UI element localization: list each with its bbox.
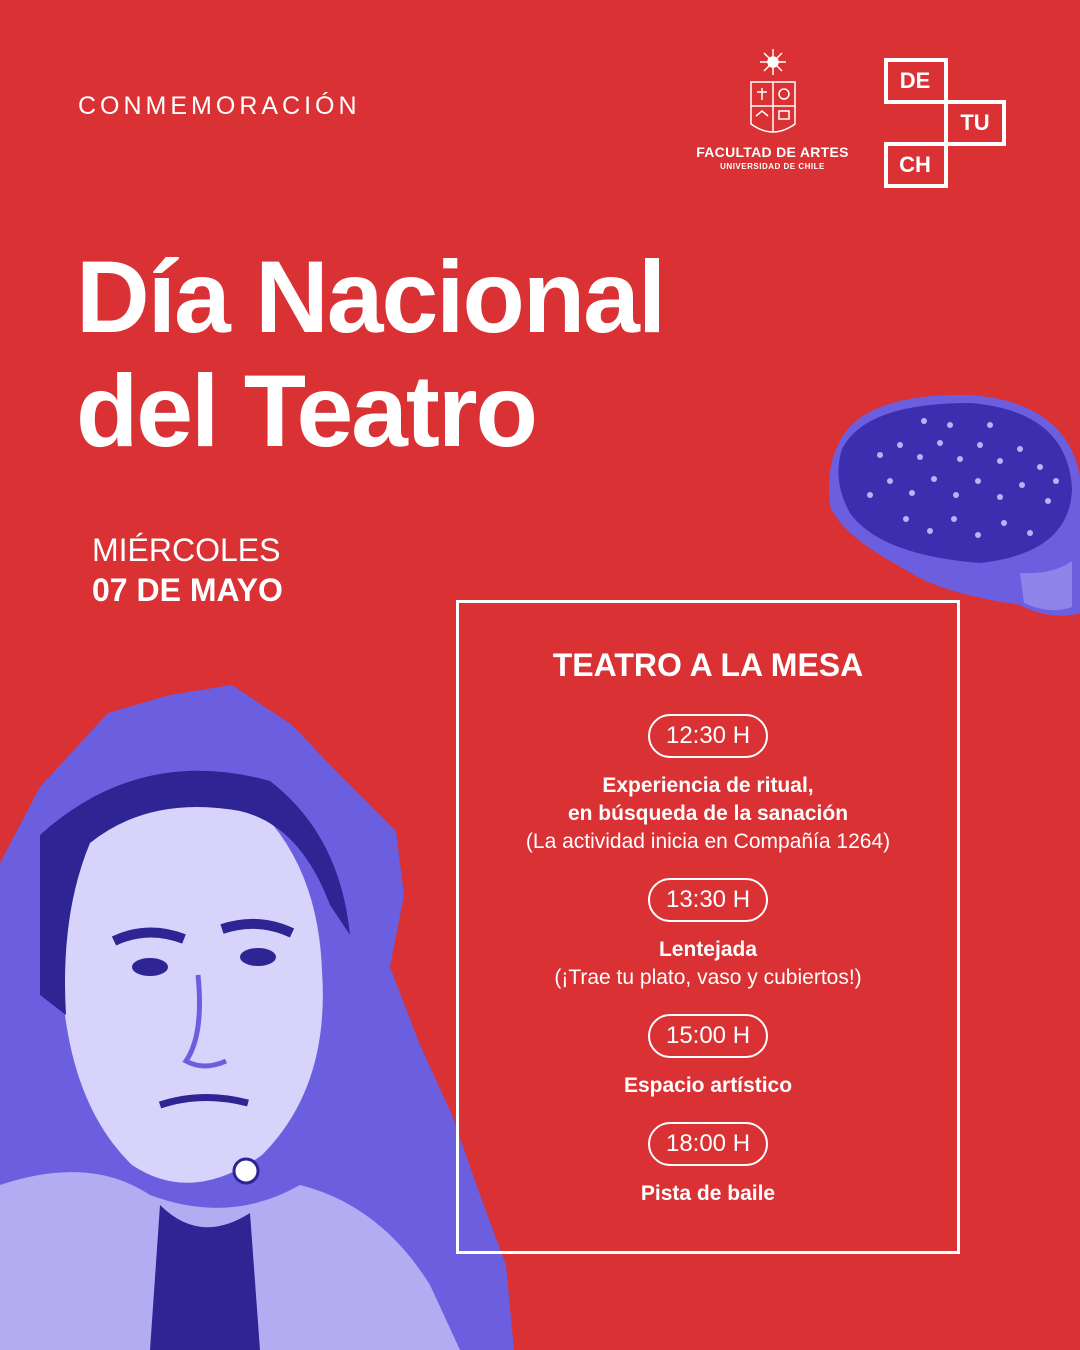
- detuch-ch: CH: [899, 152, 931, 177]
- activity-title: [459, 772, 957, 828]
- activity-title-line-2: en búsqueda de la sanación: [567, 802, 849, 825]
- schedule-item: [459, 878, 957, 992]
- schedule-item: [459, 714, 957, 856]
- activity-title: Lentejada: [658, 938, 758, 961]
- event-date: 07 DE MAYO: [92, 572, 283, 608]
- detuch-logo: [884, 58, 1008, 188]
- event-weekday: MIÉRCOLES: [92, 532, 281, 568]
- time-badge: 13:30 H: [648, 878, 768, 922]
- title-line-1: Día Nacional: [76, 240, 665, 354]
- activity-title: Pista de baile: [640, 1182, 776, 1205]
- detuch-tu: TU: [960, 110, 990, 135]
- lentil-pot-image: [820, 385, 1080, 635]
- schedule-item: [459, 1122, 957, 1208]
- faculty-logo: [690, 48, 855, 188]
- page-title: [76, 240, 664, 468]
- title-line-2: del Teatro: [76, 354, 536, 468]
- detuch-de: DE: [899, 68, 931, 93]
- activity-title: Espacio artístico: [623, 1074, 793, 1097]
- university-shield-icon: [743, 48, 803, 140]
- faculty-name: FACULTAD DE ARTES: [696, 144, 849, 160]
- activity-note: (La actividad inicia en Compañía 1264): [525, 830, 891, 853]
- kicker-label: CONMEMORACIÓN: [78, 92, 361, 120]
- schedule-title: TEATRO A LA MESA: [552, 647, 864, 683]
- portrait-image: [0, 685, 520, 1350]
- activity-title-line-1: Experiencia de ritual,: [602, 774, 814, 797]
- time-badge: 12:30 H: [648, 714, 768, 758]
- schedule-item: [459, 1014, 957, 1100]
- schedule-box: [456, 600, 960, 1254]
- activity-note: (¡Trae tu plato, vaso y cubiertos!): [554, 966, 862, 989]
- time-badge: 15:00 H: [648, 1014, 768, 1058]
- university-name: UNIVERSIDAD DE CHILE: [720, 162, 825, 171]
- time-badge: 18:00 H: [648, 1122, 768, 1166]
